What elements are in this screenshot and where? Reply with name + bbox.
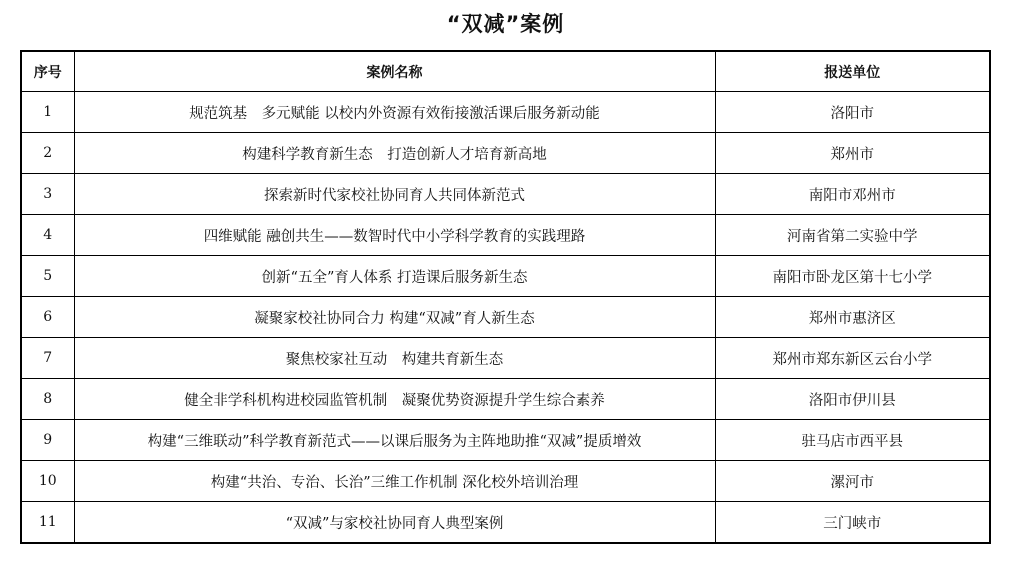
row-unit: 洛阳市伊川县 bbox=[715, 379, 990, 420]
row-case-name: 创新“五全”育人体系 打造课后服务新生态 bbox=[74, 256, 715, 297]
row-case-name: 聚焦校家社互动 构建共育新生态 bbox=[74, 338, 715, 379]
table-row bbox=[21, 256, 990, 297]
cases-table bbox=[20, 50, 991, 544]
row-case-name: 构建科学教育新生态 打造创新人才培育新高地 bbox=[74, 133, 715, 174]
row-unit: 郑州市 bbox=[715, 133, 990, 174]
table-row bbox=[21, 92, 990, 133]
row-unit: 洛阳市 bbox=[715, 92, 990, 133]
row-case-name: 规范筑基 多元赋能 以校内外资源有效衔接激活课后服务新动能 bbox=[74, 92, 715, 133]
row-unit: 漯河市 bbox=[715, 461, 990, 502]
header-case-name: 案例名称 bbox=[74, 51, 715, 92]
table-row bbox=[21, 379, 990, 420]
table-row bbox=[21, 215, 990, 256]
row-no: 6 bbox=[21, 297, 74, 338]
table-row bbox=[21, 461, 990, 502]
header-unit: 报送单位 bbox=[715, 51, 990, 92]
row-case-name: 构建“共治、专治、长治”三维工作机制 深化校外培训治理 bbox=[74, 461, 715, 502]
row-no: 4 bbox=[21, 215, 74, 256]
row-unit: 郑州市郑东新区云台小学 bbox=[715, 338, 990, 379]
row-no: 10 bbox=[21, 461, 74, 502]
table-header-row bbox=[21, 51, 990, 92]
row-case-name: 凝聚家校社协同合力 构建“双减”育人新生态 bbox=[74, 297, 715, 338]
row-no: 3 bbox=[21, 174, 74, 215]
row-case-name: 健全非学科机构进校园监管机制 凝聚优势资源提升学生综合素养 bbox=[74, 379, 715, 420]
row-unit: 驻马店市西平县 bbox=[715, 420, 990, 461]
row-no: 2 bbox=[21, 133, 74, 174]
row-no: 9 bbox=[21, 420, 74, 461]
row-unit: 河南省第二实验中学 bbox=[715, 215, 990, 256]
row-unit: 南阳市邓州市 bbox=[715, 174, 990, 215]
page-title: “双减”案例 bbox=[446, 12, 565, 36]
row-no: 11 bbox=[21, 502, 74, 544]
row-case-name: 构建“三维联动”科学教育新范式——以课后服务为主阵地助推“双减”提质增效 bbox=[74, 420, 715, 461]
row-no: 7 bbox=[21, 338, 74, 379]
row-unit: 三门峡市 bbox=[715, 502, 990, 544]
row-case-name: 四维赋能 融创共生——数智时代中小学科学教育的实践理路 bbox=[74, 215, 715, 256]
table-row bbox=[21, 297, 990, 338]
row-unit: 南阳市卧龙区第十七小学 bbox=[715, 256, 990, 297]
table-row bbox=[21, 338, 990, 379]
table-row bbox=[21, 174, 990, 215]
row-no: 1 bbox=[21, 92, 74, 133]
header-no: 序号 bbox=[21, 51, 74, 92]
row-no: 8 bbox=[21, 379, 74, 420]
table-row bbox=[21, 133, 990, 174]
row-case-name: “双减”与家校社协同育人典型案例 bbox=[74, 502, 715, 544]
row-case-name: 探索新时代家校社协同育人共同体新范式 bbox=[74, 174, 715, 215]
row-no: 5 bbox=[21, 256, 74, 297]
table-row bbox=[21, 420, 990, 461]
row-unit: 郑州市惠济区 bbox=[715, 297, 990, 338]
table-row bbox=[21, 502, 990, 544]
